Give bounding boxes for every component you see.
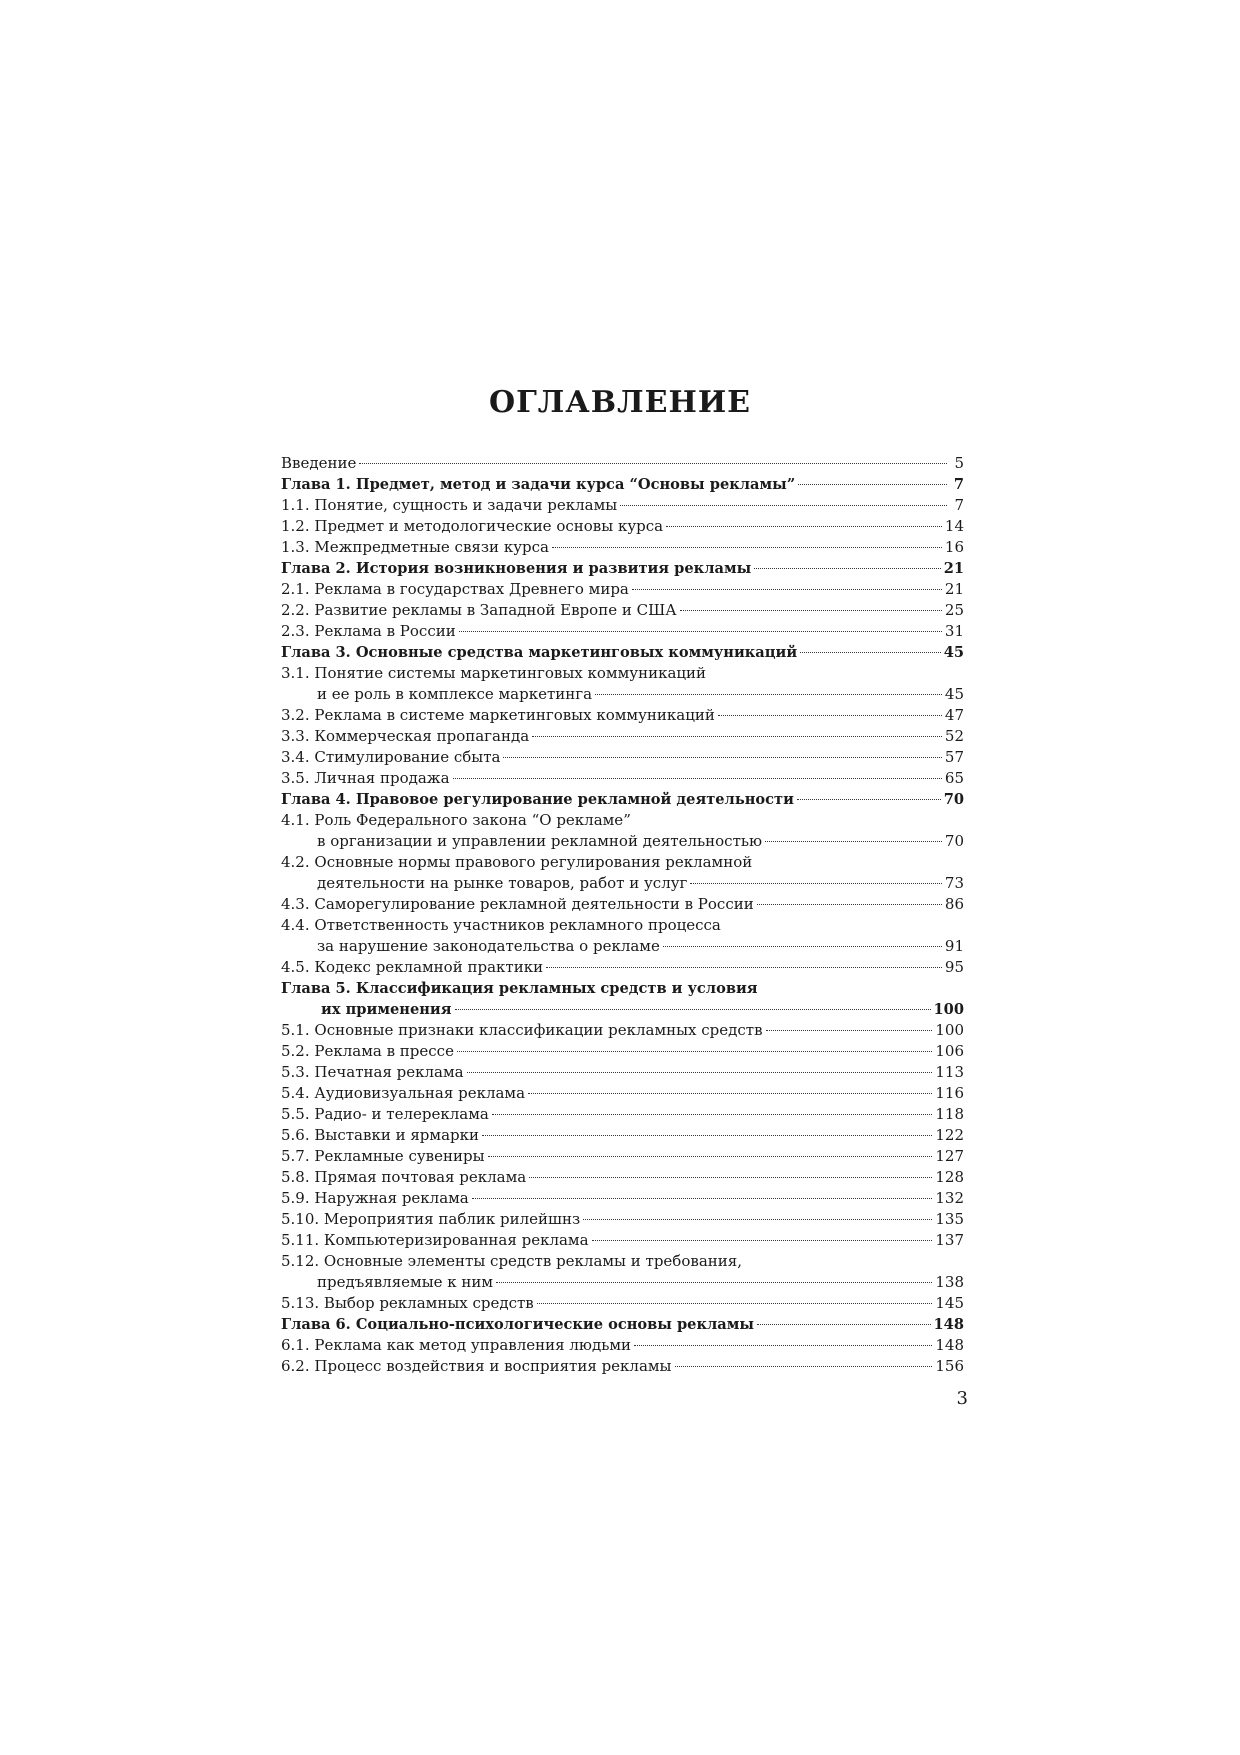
dot-leader (675, 1365, 933, 1367)
toc-entry-label: 2.2. Развитие рекламы в Западной Европе и США (281, 601, 677, 619)
dot-leader (766, 1029, 933, 1031)
toc-entry-label: 4.3. Саморегулирование рекламной деятельности в России (281, 895, 754, 913)
toc-entry-label: 1.3. Межпредметные связи курса (281, 538, 549, 556)
dot-leader (492, 1113, 933, 1115)
toc-entry-label: 6.2. Процесс воздействия и восприятия рекламы (281, 1357, 672, 1375)
toc-entry-label: 5.3. Печатная реклама (281, 1063, 464, 1081)
page-number: 3 (956, 1388, 968, 1409)
toc-entry-label: 1.1. Понятие, сущность и задачи рекламы (281, 496, 618, 514)
toc-entry-label: 5.8. Прямая почтовая реклама (281, 1168, 527, 1186)
toc-entry-label: 5.1. Основные признаки классификации рекламных средств (281, 1021, 763, 1039)
dot-leader (529, 1176, 932, 1178)
toc-entry-label: 4.2. Основные нормы правового регулирования рекламной (281, 853, 753, 871)
dot-leader (537, 1302, 933, 1304)
toc-section (281, 1020, 964, 1041)
toc-section (281, 453, 964, 474)
dot-leader (453, 777, 942, 779)
toc-entry-label: 3.1. Понятие системы маркетинговых коммуникаций (281, 664, 707, 682)
toc-section (281, 1356, 964, 1377)
toc-page-number: 156 (935, 1357, 964, 1375)
dot-leader (459, 630, 942, 632)
toc-section-line (281, 852, 964, 873)
toc-page-number: 7 (953, 476, 964, 493)
toc-page-number: 31 (944, 622, 964, 640)
dot-leader (765, 840, 942, 842)
dot-leader (680, 609, 942, 611)
toc-chapter (281, 642, 964, 663)
toc-section (281, 1293, 964, 1314)
toc-section (281, 1104, 964, 1125)
toc-entry-label-continued: их применения (321, 1001, 452, 1018)
dot-leader (359, 462, 947, 464)
dot-leader (757, 1323, 930, 1325)
toc-entry-continuation (281, 873, 964, 894)
toc-section (281, 726, 964, 747)
toc-chapter (281, 474, 964, 495)
toc-entry-label: 6.1. Реклама как метод управления людьми (281, 1336, 632, 1354)
toc-entry-label-continued: за нарушение законодательства о рекламе (317, 937, 660, 955)
toc-entry-continuation (281, 831, 964, 852)
toc-entry-label: 5.4. Аудиовизуальная реклама (281, 1084, 526, 1102)
toc-section (281, 768, 964, 789)
toc-page-number: 57 (944, 748, 964, 766)
toc-page-number: 100 (935, 1021, 964, 1039)
toc-page-number: 148 (935, 1336, 964, 1354)
dot-leader (663, 945, 942, 947)
toc-page-number: 127 (935, 1147, 964, 1165)
toc-entry-continuation (281, 936, 964, 957)
toc-page-number: 25 (944, 601, 964, 619)
dot-leader (528, 1092, 932, 1094)
toc-section (281, 537, 964, 558)
toc-page-number: 91 (944, 937, 964, 955)
toc-page-number: 118 (935, 1105, 964, 1123)
dot-leader (690, 882, 941, 884)
toc-section-line (281, 663, 964, 684)
toc-entry-label: Глава 1. Предмет, метод и задачи курса “Основы рекламы” (281, 476, 796, 493)
dot-leader (552, 546, 942, 548)
toc-entry-label: Глава 6. Социально-психологические основы рекламы (281, 1316, 755, 1333)
dot-leader (472, 1197, 933, 1199)
dot-leader (583, 1218, 932, 1220)
toc-chapter (281, 789, 964, 810)
toc-entry-label: 2.1. Реклама в государствах Древнего мира (281, 580, 629, 598)
toc-entry-label: 3.4. Стимулирование сбыта (281, 748, 501, 766)
toc-entry-label: Глава 5. Классификация рекламных средств и условия (281, 980, 758, 997)
toc-entry-label-continued: и ее роль в комплексе маркетинга (317, 685, 593, 703)
toc-section (281, 1167, 964, 1188)
toc-section (281, 1230, 964, 1251)
toc-page-number: 138 (935, 1273, 964, 1291)
toc-entry-label: 5.5. Радио- и телереклама (281, 1105, 489, 1123)
toc-page-number: 14 (944, 517, 964, 535)
toc-entry-continuation (281, 999, 964, 1020)
toc-chapter (281, 558, 964, 579)
toc-section (281, 747, 964, 768)
toc-page-number: 45 (944, 685, 964, 703)
toc-entry-label: 4.5. Кодекс рекламной практики (281, 958, 544, 976)
toc-entry-label: 4.4. Ответственность участников рекламного процесса (281, 916, 721, 934)
toc-entry-continuation (281, 684, 964, 705)
toc-page-number: 21 (944, 580, 964, 598)
toc-page-number: 7 (954, 496, 964, 514)
toc-section (281, 705, 964, 726)
toc-page-number: 113 (935, 1063, 964, 1081)
dot-leader (455, 1008, 931, 1010)
toc-chapter-line (281, 978, 964, 999)
toc-section (281, 579, 964, 600)
toc-page-number: 145 (935, 1294, 964, 1312)
toc-page-number: 86 (944, 895, 964, 913)
dot-leader (595, 693, 942, 695)
toc-section (281, 894, 964, 915)
toc-section-line (281, 810, 964, 831)
dot-leader (503, 756, 941, 758)
toc-entry-label: 5.7. Рекламные сувениры (281, 1147, 485, 1165)
toc-entry-label: Глава 2. История возникновения и развития рекламы (281, 560, 752, 577)
toc-page-number: 16 (944, 538, 964, 556)
dot-leader (757, 903, 942, 905)
toc-section (281, 516, 964, 537)
toc-entry-label: 5.12. Основные элементы средств рекламы и требования, (281, 1252, 742, 1270)
dot-leader (482, 1134, 932, 1136)
toc-entry-label: 1.2. Предмет и методологические основы курса (281, 517, 664, 535)
dot-leader (620, 504, 947, 506)
dot-leader (797, 798, 941, 800)
dot-leader (532, 735, 942, 737)
dot-leader (488, 1155, 933, 1157)
toc-page-number: 65 (944, 769, 964, 787)
toc-section (281, 495, 964, 516)
dot-leader (718, 714, 942, 716)
toc-page-number: 135 (935, 1210, 964, 1228)
toc-entry-label: 4.1. Роль Федерального закона “О рекламе” (281, 811, 631, 829)
dot-leader (754, 567, 940, 569)
toc-section-line (281, 1251, 964, 1272)
dot-leader (546, 966, 942, 968)
toc-section (281, 1335, 964, 1356)
toc-page-number: 106 (935, 1042, 964, 1060)
toc-page-number: 137 (935, 1231, 964, 1249)
dot-leader (467, 1071, 933, 1073)
toc-entry-label: 3.5. Личная продажа (281, 769, 450, 787)
toc-page-number: 21 (943, 560, 964, 577)
table-of-contents (281, 453, 964, 1377)
toc-entry-label: Глава 4. Правовое регулирование рекламной деятельности (281, 791, 794, 808)
toc-entry-label: 5.13. Выбор рекламных средств (281, 1294, 534, 1312)
dot-leader (632, 588, 942, 590)
dot-leader (457, 1050, 932, 1052)
toc-section (281, 957, 964, 978)
toc-entry-continuation (281, 1272, 964, 1293)
toc-section-line (281, 915, 964, 936)
toc-section (281, 621, 964, 642)
toc-entry-label: 5.10. Мероприятия паблик рилейшнз (281, 1210, 581, 1228)
toc-section (281, 1188, 964, 1209)
toc-page-number: 122 (935, 1126, 964, 1144)
toc-section (281, 1125, 964, 1146)
toc-chapter (281, 1314, 964, 1335)
toc-page-number: 47 (944, 706, 964, 724)
toc-section (281, 600, 964, 621)
dot-leader (666, 525, 942, 527)
toc-entry-label: Глава 3. Основные средства маркетинговых коммуникаций (281, 644, 798, 661)
toc-entry-label: 5.9. Наружная реклама (281, 1189, 469, 1207)
toc-section (281, 1041, 964, 1062)
toc-entry-label: 3.2. Реклама в системе маркетинговых коммуникаций (281, 706, 715, 724)
toc-page-number: 70 (943, 791, 964, 808)
toc-page-number: 132 (935, 1189, 964, 1207)
toc-page-number: 100 (933, 1001, 964, 1018)
toc-section (281, 1146, 964, 1167)
toc-page-number: 52 (944, 727, 964, 745)
dot-leader (634, 1344, 932, 1346)
toc-page-number: 148 (933, 1316, 964, 1333)
dot-leader (800, 651, 940, 653)
toc-page-number: 70 (944, 832, 964, 850)
toc-entry-label-continued: предъявляемые к ним (317, 1273, 494, 1291)
toc-entry-label-continued: деятельности на рынке товаров, работ и услуг (317, 874, 688, 892)
toc-entry-label-continued: в организации и управлении рекламной деятельностью (317, 832, 763, 850)
dot-leader (798, 483, 947, 485)
toc-entry-label: 5.2. Реклама в прессе (281, 1042, 454, 1060)
dot-leader (496, 1281, 932, 1283)
page-title: ОГЛАВЛЕНИЕ (488, 385, 752, 420)
dot-leader (592, 1239, 933, 1241)
toc-entry-label: 5.11. Компьютеризированная реклама (281, 1231, 589, 1249)
toc-section (281, 1083, 964, 1104)
toc-section (281, 1209, 964, 1230)
toc-section (281, 1062, 964, 1083)
toc-entry-label: 5.6. Выставки и ярмарки (281, 1126, 479, 1144)
toc-page-number: 45 (943, 644, 964, 661)
toc-page-number: 116 (935, 1084, 964, 1102)
toc-page-number: 95 (944, 958, 964, 976)
toc-page-number: 5 (954, 454, 964, 472)
toc-entry-label: Введение (281, 454, 357, 472)
toc-page-number: 128 (935, 1168, 964, 1186)
toc-page-number: 73 (944, 874, 964, 892)
toc-entry-label: 3.3. Коммерческая пропаганда (281, 727, 530, 745)
toc-entry-label: 2.3. Реклама в России (281, 622, 456, 640)
